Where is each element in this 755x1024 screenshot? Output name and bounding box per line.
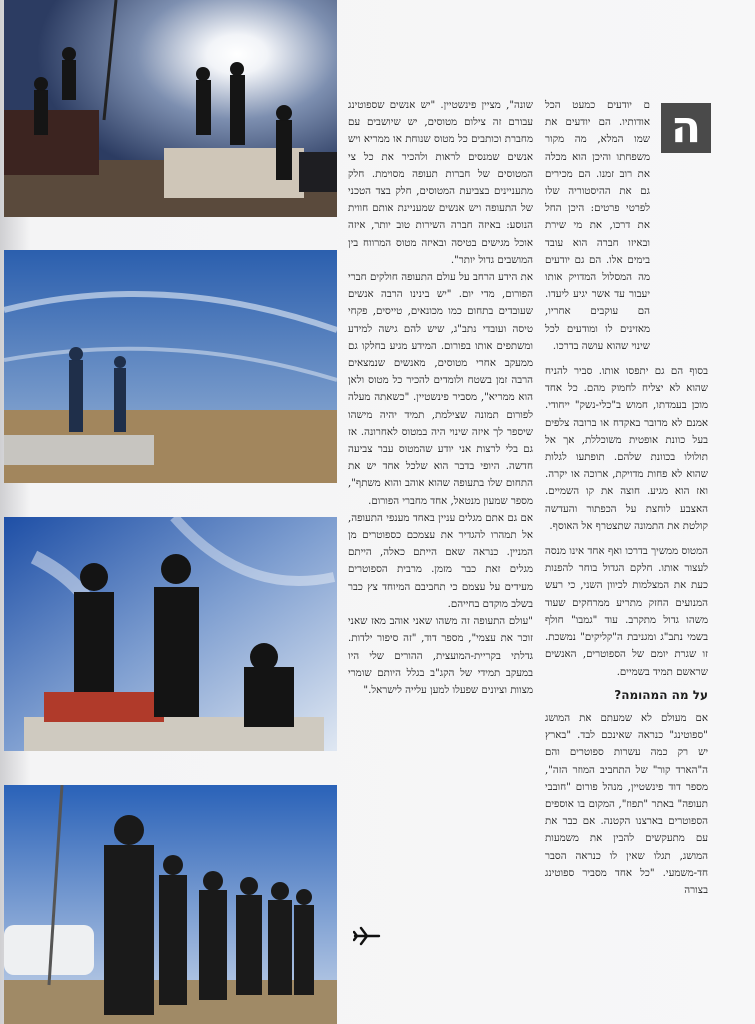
section-subheading: על מה המהומה? xyxy=(614,687,708,702)
article-paragraph: "עולם התעופה זה משהו שאני אוהב מאז שאני זוכר את עצמי", מספר דוד, "זה סיפור ילדות. גדלתי בקריית-המועצית, ההורים שלי היו במעקב תמידי של הקג"ב בגלל היותם שומרי מצוות וציונים שפעלו למען עלייה לישראל." xyxy=(348,616,533,696)
airplane-icon xyxy=(353,926,381,946)
article-column-left xyxy=(348,97,533,699)
article-paragraph: את הידע הרחב על עולם התעופה חולקים חברי הפורום, מדי יום. "יש בינינו הרבה אנשים שעובדים בתחום כמו מכונאים, טייסים, פקחי טיסה ועובדי נתב"ג, שיש להם גישה למידע ומשתפים אותו בפורום. המידע מגיע בחלקו גם ממעקב אחרי מטוסים, מאנשים שנמצאים הרבה זמן בשטח ולומדים להכיר כל מטוס ולאן הוא ממריא", מסביר פינשטיין. "כשאתה מעלה לפורום תמונה שצילמת, תמיד יהיה מישהו שיספר לך איזה שינוי היה במטוס לאחרונה. אז גם בלי לרצות אני יודע שהמטוס עבר צביעה חדשה. היופי בדבר הוא שלכל אחד יש את התחום שלו בתעופה שהוא אוהב והוא משתף", מספר שמעון מנטאל, אחד מחברי הפורום. xyxy=(348,272,533,507)
article-paragraph: אם מעולם לא שמעתם את המושג "ספוטינג" כנראה שאינכם לבד. "בארץ יש רק כמה עשרות ספוטרים והם ה"הארד קור" של התחביב המוזר הזה", מספר דוד פינשטיין, מנהל פורום "חובבי תעופה" באתר "תפוז", המקום בו אוספים הספוטרים בארצנו הקטנה. אם כבר את עם מתעקשים להבין את משמעות המושג, תגלו שאין לו כנראה הסבר חד-משמעי. "כל אחד מסביר ספוטינג בצורה xyxy=(545,712,708,896)
photo-three-photographers xyxy=(4,517,337,751)
article-paragraph: המטוס ממשיך בדרכו ואף אחד אינו מנסה לעצור אותו. חלקם הגדול בוחר להפנות כעת את המצלמות לכיוון השני, כי רעש המנועים החזק מתריע ממרחקים שעוד משהו גדול מתקרב. עוד "גמבו" חולף בשמי נתב"ג ומגניבת ה"קליקים" נמשכת. זו שגרת יומם של הספוטרים, האנשים שראשם תמיד בשמיים. xyxy=(545,546,708,678)
article-column-right xyxy=(545,97,708,899)
photo-spotters-barrier xyxy=(4,250,337,483)
article-paragraph: שונה", מציין פינשטיין. "יש אנשים שספוטינג עבורם זה צילום מטוסים, יש שיושבים עם מחברת וכותבים כל מטוס שנוחת או ממריא ויש אנשים שמנסים לראות ולהכיר את כל צי המטוסים של חברות תעופה מסוימת. חלק מתעניינים בצביעת המטוסים, חלק בצד הטכני של התעופה ויש אנשים שמעניינת אותם חווית הנוסע: באיזה חברה השירות טוב יותר, איזה אוכל מגישים בטיסה ובאיזה מטוס המרווח בין המושבים גדול יותר". xyxy=(348,100,533,266)
article-paragraph: אם גם אתם מגלים עניין באחד מענפי התעופה, אל תמהרו להגדיר את עצמכם כספוטרים מן המניין. כנראה שאם הייתם כאלה, הייתם מגלים זאת כבר מזמן. מרבית הספוטרים מעידים על עצמם כי תחביבם המיוחד צץ כבר בשלב מוקדם בחייהם. xyxy=(348,512,533,610)
photo-spotters-sunlight xyxy=(4,0,337,217)
article-paragraph: ם יודעים כמעט הכל אודותיו. הם יודעים את שמו המלא, מה מקור משפחתו והיכן הוא מכלה את רוב זמנו. הם מכירים גם את ההיסטוריה שלו לפרטי פרטים: היכן החל את דרכו, את מי שירת ובאיזו חברה הוא עובד בימים אלו. הם גם יודעים מה המסלול המדויק אותו יעבור עד אשר יגיע ליעדו. הם עוקבים אחריו, מאזינים לו ומודעים לכל שינוי שהוא עושה בדרכו. xyxy=(545,100,650,352)
article-paragraph: בסוף הם גם יתפסו אותו. סביר להניח שהוא לא יצליח לחמוק מהם. כל אחד מוכן בעמדתו, חמוש ב"כלי-נשק" ייחודי. אמנם לא מדובר באקדח או ברובה צלפים בעל כוונת אופטית משוכללת, אך אל תולולו בכוונת שלהם. תופתעו לגלות שהוא לא פחות מדויקת, ארוכה או יקרה. ואז הוא מגיע. חוצה את קו השמיים. האצבע לוחצת על הכפתור והעדשה קולטת את התמונה שתצטרף אל האוסף. xyxy=(545,366,708,532)
photo-group-spotters xyxy=(4,785,337,1024)
drop-cap: ה xyxy=(661,103,711,153)
